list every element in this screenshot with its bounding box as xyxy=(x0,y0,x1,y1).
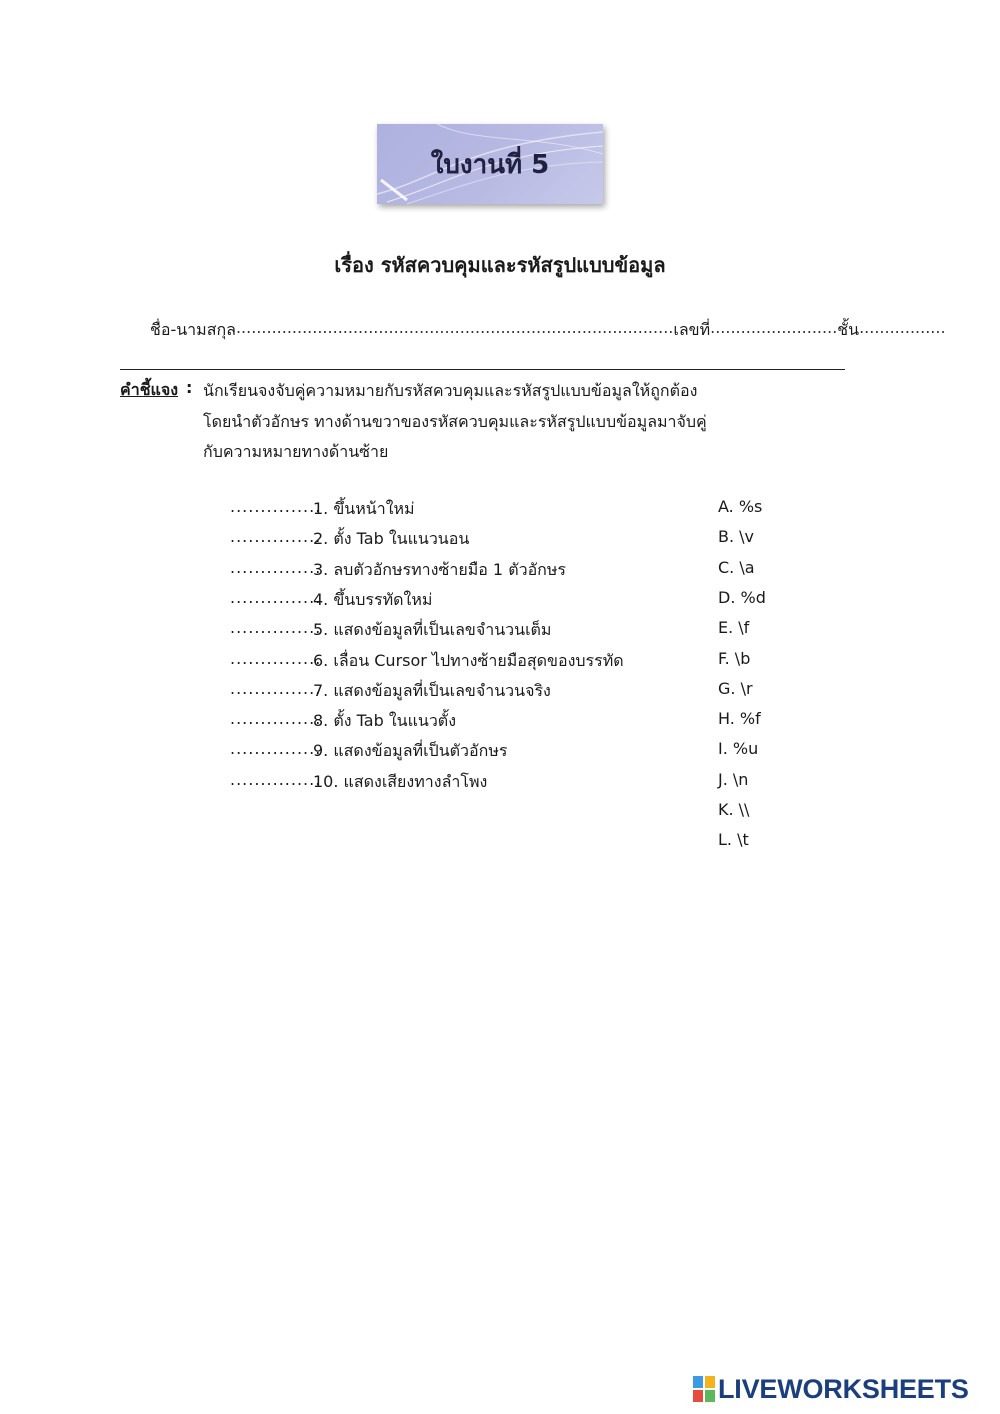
worksheet-title-box xyxy=(377,124,603,204)
question-text: 10. แสดงเสียงทางลำโพง xyxy=(313,771,488,791)
answer-blank[interactable]: ............... xyxy=(230,709,322,729)
question-text: 9. แสดงข้อมูลที่เป็นตัวอักษร xyxy=(313,741,508,761)
answer-option: F. \b xyxy=(718,648,751,668)
question-row xyxy=(230,588,790,618)
instructions-line: โดยนำตัวอักษร ทางด้านขวาของรหัสควบคุมและรหัสรูปแบบข้อมูลมาจับคู่ xyxy=(203,411,707,431)
question-row xyxy=(230,618,790,648)
number-label: เลขที่ xyxy=(673,320,711,339)
answer-option: J. \n xyxy=(718,769,749,789)
question-text: 8. ตั้ง Tab ในแนวตั้ง xyxy=(313,711,456,731)
question-row xyxy=(230,649,790,679)
liveworksheets-wordmark: LIVEWORKSHEETS xyxy=(718,1373,969,1404)
question-text: 3. ลบตัวอักษรทางซ้ายมือ 1 ตัวอักษร xyxy=(313,559,567,579)
answer-blank[interactable]: ............... xyxy=(230,618,322,638)
header-divider xyxy=(120,369,845,370)
answer-option: D. %d xyxy=(718,587,766,607)
question-row xyxy=(230,497,790,527)
question-row xyxy=(230,739,790,769)
instructions-line: กับความหมายทางด้านซ้าย xyxy=(203,442,389,461)
answer-blank[interactable]: ............... xyxy=(230,497,322,516)
worksheet-subject: เรื่อง รหัสควบคุมและรหัสรูปแบบข้อมูล xyxy=(334,253,666,277)
answer-option: L. \t xyxy=(718,830,749,850)
answer-blank[interactable]: ............... xyxy=(230,739,322,759)
liveworksheets-logo xyxy=(693,1374,969,1404)
student-info-line xyxy=(150,318,946,343)
answer-blank[interactable]: ............... xyxy=(230,587,322,607)
answer-option: A. %s xyxy=(718,497,763,516)
answer-blank[interactable]: ............... xyxy=(230,678,322,698)
answer-option: K. \\ xyxy=(718,800,750,819)
question-text: 6. เลื่อน Cursor ไปทางซ้ายมือสุดของบรรทัด xyxy=(313,650,624,670)
question-text: 4. ขึ้นบรรทัดใหม่ xyxy=(313,589,433,609)
instructions-line: นักเรียนจงจับคู่ความหมายกับรหัสควบคุมและรหัสรูปแบบข้อมูลให้ถูกต้อง xyxy=(203,381,698,400)
question-row xyxy=(230,709,790,739)
class-blank[interactable]: ................. xyxy=(859,318,946,337)
answer-blank[interactable]: ............... xyxy=(230,769,322,789)
instructions-text xyxy=(203,376,763,468)
question-text: 1. ขึ้นหน้าใหม่ xyxy=(313,499,415,518)
answer-option: G. \r xyxy=(718,678,753,698)
answer-option: C. \a xyxy=(718,557,755,577)
answer-option: E. \f xyxy=(718,618,750,638)
answer-option: I. %u xyxy=(718,739,759,759)
question-text: 7. แสดงข้อมูลที่เป็นเลขจำนวนจริง xyxy=(313,680,551,700)
answer-option: B. \v xyxy=(718,527,755,547)
worksheet-title: ใบงานที่ 5 xyxy=(430,149,550,180)
name-label: ชื่อ-นามสกุล xyxy=(150,320,236,339)
question-row xyxy=(230,679,790,709)
liveworksheets-logo-icon xyxy=(693,1376,715,1402)
question-row xyxy=(230,527,790,557)
answer-blank[interactable]: ............... xyxy=(230,557,322,577)
name-blank[interactable]: ...................................................................................... xyxy=(235,318,674,337)
question-text: 5. แสดงข้อมูลที่เป็นเลขจำนวนเต็ม xyxy=(313,620,552,640)
class-label: ชั้น xyxy=(837,320,860,339)
question-row xyxy=(230,558,790,588)
instructions-colon: : xyxy=(186,378,193,397)
answer-blank[interactable]: ............... xyxy=(230,648,322,668)
question-row xyxy=(230,770,790,800)
instructions-label: คำชี้แจง xyxy=(120,380,179,399)
answer-option: H. %f xyxy=(718,709,761,729)
number-blank[interactable]: ......................... xyxy=(710,318,838,337)
question-text: 2. ตั้ง Tab ในแนวนอน xyxy=(313,529,470,549)
answer-blank[interactable]: ............... xyxy=(230,527,322,547)
